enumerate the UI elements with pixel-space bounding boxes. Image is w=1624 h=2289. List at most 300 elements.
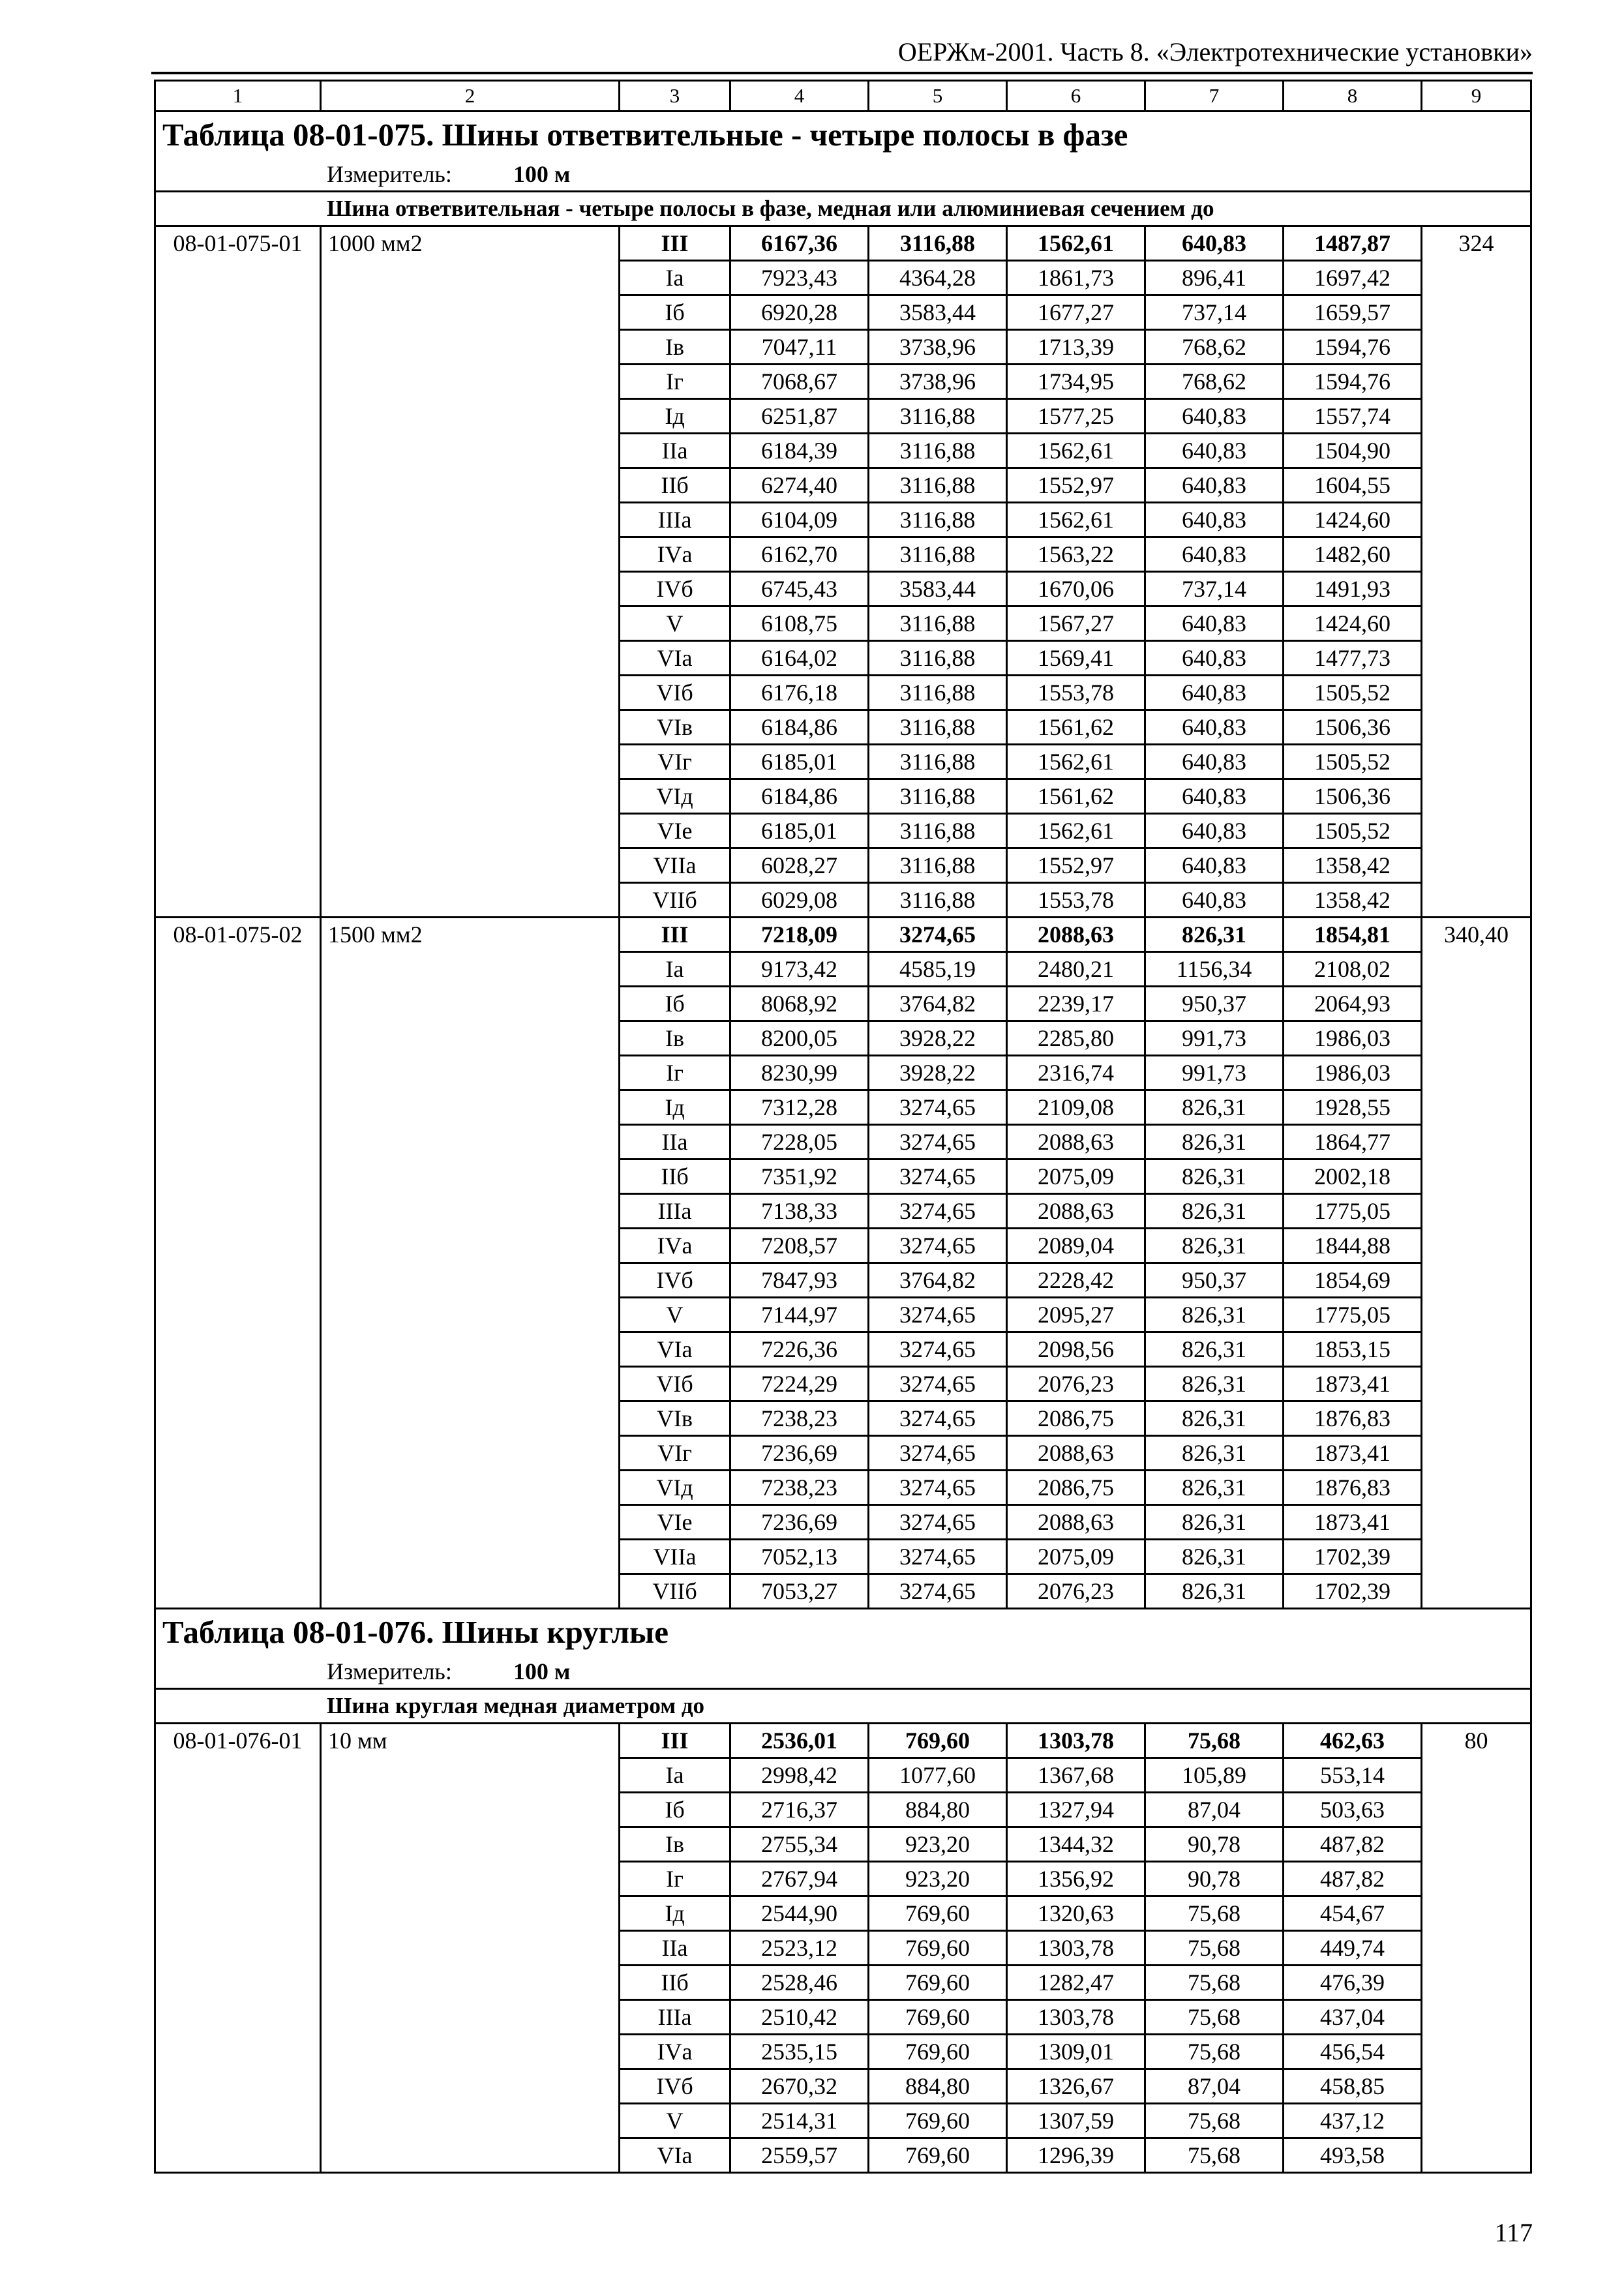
price-value: 4364,28 bbox=[869, 261, 1007, 295]
price-value: 3116,88 bbox=[869, 503, 1007, 537]
price-value: 923,20 bbox=[869, 1827, 1007, 1862]
price-value: 1928,55 bbox=[1284, 1090, 1422, 1125]
meter-row bbox=[155, 1655, 1531, 1689]
price-value: 6176,18 bbox=[730, 676, 869, 710]
price-value: 437,12 bbox=[1284, 2104, 1422, 2138]
price-value: 826,31 bbox=[1145, 1159, 1284, 1194]
price-value: 1562,61 bbox=[1007, 434, 1145, 468]
price-value: 1702,39 bbox=[1284, 1574, 1422, 1609]
price-value: 6251,87 bbox=[730, 399, 869, 434]
section-heading: Шина ответвительная - четыре полосы в фазе, медная или алюминиевая сечением до bbox=[155, 192, 1531, 226]
price-value: 640,83 bbox=[1145, 468, 1284, 503]
price-value: 2088,63 bbox=[1007, 1194, 1145, 1229]
price-value: 2228,42 bbox=[1007, 1263, 1145, 1298]
price-value: 737,14 bbox=[1145, 295, 1284, 330]
price-value: 826,31 bbox=[1145, 1401, 1284, 1436]
zone-code: VIа bbox=[620, 2138, 730, 2173]
price-value: 75,68 bbox=[1145, 2035, 1284, 2069]
price-value: 3116,88 bbox=[869, 676, 1007, 710]
zone-code: Iв bbox=[620, 1827, 730, 1862]
price-value: 1853,15 bbox=[1284, 1332, 1422, 1367]
price-value: 7238,23 bbox=[730, 1401, 869, 1436]
price-value: 2755,34 bbox=[730, 1827, 869, 1862]
price-value: 1077,60 bbox=[869, 1758, 1007, 1793]
price-value: 1563,22 bbox=[1007, 537, 1145, 572]
price-value: 493,58 bbox=[1284, 2138, 1422, 2173]
price-value: 3274,65 bbox=[869, 1436, 1007, 1471]
price-value: 1562,61 bbox=[1007, 503, 1145, 537]
price-value: 1567,27 bbox=[1007, 606, 1145, 641]
meter-line bbox=[155, 1655, 1531, 1689]
price-value: 1562,61 bbox=[1007, 226, 1145, 261]
price-value: 1569,41 bbox=[1007, 641, 1145, 676]
price-value: 2075,09 bbox=[1007, 1159, 1145, 1194]
price-value: 3116,88 bbox=[869, 848, 1007, 883]
price-value: 1713,39 bbox=[1007, 330, 1145, 365]
zone-code: VIв bbox=[620, 710, 730, 745]
zone-code: Iг bbox=[620, 1056, 730, 1090]
zone-code: Iб bbox=[620, 295, 730, 330]
price-value: 3116,88 bbox=[869, 399, 1007, 434]
column-number: 5 bbox=[869, 81, 1007, 112]
price-value: 3928,22 bbox=[869, 1021, 1007, 1056]
price-value: 1303,78 bbox=[1007, 1931, 1145, 1966]
meter-label: Измеритель: bbox=[327, 1658, 452, 1684]
price-value: 1861,73 bbox=[1007, 261, 1145, 295]
price-value: 2076,23 bbox=[1007, 1367, 1145, 1401]
price-value: 87,04 bbox=[1145, 1793, 1284, 1827]
price-value: 3764,82 bbox=[869, 1263, 1007, 1298]
table-row bbox=[155, 1724, 1531, 1758]
price-value: 7236,69 bbox=[730, 1505, 869, 1540]
zone-code: Iд bbox=[620, 1090, 730, 1125]
column-number-row bbox=[155, 81, 1531, 112]
price-value: 3116,88 bbox=[869, 537, 1007, 572]
price-value: 487,82 bbox=[1284, 1862, 1422, 1896]
price-value: 2716,37 bbox=[730, 1793, 869, 1827]
price-value: 2285,80 bbox=[1007, 1021, 1145, 1056]
section-row bbox=[155, 1689, 1531, 1724]
price-value: 503,63 bbox=[1284, 1793, 1422, 1827]
price-value: 640,83 bbox=[1145, 226, 1284, 261]
price-value: 950,37 bbox=[1145, 1263, 1284, 1298]
price-value: 3928,22 bbox=[869, 1056, 1007, 1090]
zone-code: IVб bbox=[620, 572, 730, 606]
price-value: 2559,57 bbox=[730, 2138, 869, 2173]
price-value: 3583,44 bbox=[869, 572, 1007, 606]
zone-code: IVа bbox=[620, 537, 730, 572]
price-value: 90,78 bbox=[1145, 1827, 1284, 1862]
price-value: 2528,46 bbox=[730, 1966, 869, 2000]
running-head: ОЕРЖм-2001. Часть 8. «Электротехнические установки» bbox=[897, 37, 1533, 67]
price-value: 7351,92 bbox=[730, 1159, 869, 1194]
price-value: 2670,32 bbox=[730, 2069, 869, 2104]
zone-code: Iд bbox=[620, 1896, 730, 1931]
price-value: 3274,65 bbox=[869, 1540, 1007, 1574]
zone-code: IVа bbox=[620, 1229, 730, 1263]
price-value: 1775,05 bbox=[1284, 1298, 1422, 1332]
price-value: 6028,27 bbox=[730, 848, 869, 883]
item-code: 08-01-076-01 bbox=[155, 1724, 321, 2173]
price-value: 2535,15 bbox=[730, 2035, 869, 2069]
zone-code: Iб bbox=[620, 987, 730, 1021]
meter-label: Измеритель: bbox=[327, 161, 452, 187]
price-value: 437,04 bbox=[1284, 2000, 1422, 2035]
price-value: 3274,65 bbox=[869, 918, 1007, 952]
zone-code: VIа bbox=[620, 1332, 730, 1367]
price-value: 7228,05 bbox=[730, 1125, 869, 1159]
price-value: 1553,78 bbox=[1007, 883, 1145, 918]
zone-code: VIб bbox=[620, 1367, 730, 1401]
price-value: 640,83 bbox=[1145, 399, 1284, 434]
price-value: 3116,88 bbox=[869, 710, 1007, 745]
price-value: 826,31 bbox=[1145, 1540, 1284, 1574]
price-value: 1307,59 bbox=[1007, 2104, 1145, 2138]
price-value: 3274,65 bbox=[869, 1574, 1007, 1609]
price-value: 7236,69 bbox=[730, 1436, 869, 1471]
price-value: 1505,52 bbox=[1284, 676, 1422, 710]
price-value: 2088,63 bbox=[1007, 1505, 1145, 1540]
section-heading: Шина круглая медная диаметром до bbox=[155, 1689, 1531, 1724]
column-number: 8 bbox=[1284, 81, 1422, 112]
price-value: 640,83 bbox=[1145, 848, 1284, 883]
price-value: 826,31 bbox=[1145, 1367, 1284, 1401]
price-value: 1697,42 bbox=[1284, 261, 1422, 295]
price-value: 2098,56 bbox=[1007, 1332, 1145, 1367]
meter-line bbox=[155, 158, 1531, 192]
price-value: 449,74 bbox=[1284, 1931, 1422, 1966]
price-value: 6162,70 bbox=[730, 537, 869, 572]
price-value: 769,60 bbox=[869, 1896, 1007, 1931]
price-value: 3274,65 bbox=[869, 1194, 1007, 1229]
price-value: 1552,97 bbox=[1007, 848, 1145, 883]
price-value: 640,83 bbox=[1145, 710, 1284, 745]
zone-code: Iв bbox=[620, 330, 730, 365]
zone-code: VIIа bbox=[620, 848, 730, 883]
price-value: 640,83 bbox=[1145, 779, 1284, 814]
zone-code: Iв bbox=[620, 1021, 730, 1056]
zone-code: IIа bbox=[620, 1125, 730, 1159]
price-value: 1282,47 bbox=[1007, 1966, 1145, 2000]
zone-code: Iа bbox=[620, 952, 730, 987]
price-value: 75,68 bbox=[1145, 1966, 1284, 2000]
column-number: 9 bbox=[1422, 81, 1531, 112]
price-value: 3116,88 bbox=[869, 468, 1007, 503]
price-value: 1506,36 bbox=[1284, 710, 1422, 745]
zone-code: VIIб bbox=[620, 1574, 730, 1609]
price-value: 3116,88 bbox=[869, 814, 1007, 848]
zone-code: IIб bbox=[620, 468, 730, 503]
price-value: 769,60 bbox=[869, 1931, 1007, 1966]
price-value: 1604,55 bbox=[1284, 468, 1422, 503]
item-name: 1000 мм2 bbox=[321, 226, 620, 918]
price-value: 4585,19 bbox=[869, 952, 1007, 987]
meter-row bbox=[155, 158, 1531, 192]
price-value: 6108,75 bbox=[730, 606, 869, 641]
price-value: 7238,23 bbox=[730, 1471, 869, 1505]
price-value: 1864,77 bbox=[1284, 1125, 1422, 1159]
header-rule bbox=[151, 72, 1533, 74]
price-value: 454,67 bbox=[1284, 1896, 1422, 1931]
zone-code: VIд bbox=[620, 1471, 730, 1505]
zone-code: Iа bbox=[620, 1758, 730, 1793]
price-value: 769,60 bbox=[869, 2035, 1007, 2069]
price-value: 1854,81 bbox=[1284, 918, 1422, 952]
price-value: 769,60 bbox=[869, 2138, 1007, 2173]
zone-code: VIб bbox=[620, 676, 730, 710]
price-value: 826,31 bbox=[1145, 1298, 1284, 1332]
price-value: 3274,65 bbox=[869, 1332, 1007, 1367]
price-value: 826,31 bbox=[1145, 1505, 1284, 1540]
price-value: 826,31 bbox=[1145, 1229, 1284, 1263]
price-value: 7847,93 bbox=[730, 1263, 869, 1298]
table-title-row bbox=[155, 112, 1531, 158]
price-value: 456,54 bbox=[1284, 2035, 1422, 2069]
price-value: 1561,62 bbox=[1007, 710, 1145, 745]
price-value: 6029,08 bbox=[730, 883, 869, 918]
price-value: 640,83 bbox=[1145, 434, 1284, 468]
price-value: 2088,63 bbox=[1007, 918, 1145, 952]
price-value: 1424,60 bbox=[1284, 503, 1422, 537]
price-value: 826,31 bbox=[1145, 1471, 1284, 1505]
column-number: 2 bbox=[321, 81, 620, 112]
price-value: 1670,06 bbox=[1007, 572, 1145, 606]
price-value: 7138,33 bbox=[730, 1194, 869, 1229]
price-value: 826,31 bbox=[1145, 1436, 1284, 1471]
price-value: 2523,12 bbox=[730, 1931, 869, 1966]
price-value: 640,83 bbox=[1145, 503, 1284, 537]
price-value: 1775,05 bbox=[1284, 1194, 1422, 1229]
price-value: 826,31 bbox=[1145, 918, 1284, 952]
price-value: 1487,87 bbox=[1284, 226, 1422, 261]
price-value: 3738,96 bbox=[869, 330, 1007, 365]
price-value: 1326,67 bbox=[1007, 2069, 1145, 2104]
price-value: 6104,09 bbox=[730, 503, 869, 537]
price-value: 768,62 bbox=[1145, 365, 1284, 399]
price-value: 923,20 bbox=[869, 1862, 1007, 1896]
price-value: 75,68 bbox=[1145, 1896, 1284, 1931]
price-value: 1309,01 bbox=[1007, 2035, 1145, 2069]
price-value: 640,83 bbox=[1145, 745, 1284, 779]
price-value: 6745,43 bbox=[730, 572, 869, 606]
price-value: 3274,65 bbox=[869, 1090, 1007, 1125]
price-value: 826,31 bbox=[1145, 1332, 1284, 1367]
price-value: 2536,01 bbox=[730, 1724, 869, 1758]
price-value: 2544,90 bbox=[730, 1896, 869, 1931]
zone-code: IIа bbox=[620, 1931, 730, 1966]
price-value: 1594,76 bbox=[1284, 365, 1422, 399]
price-value: 884,80 bbox=[869, 2069, 1007, 2104]
price-value: 1702,39 bbox=[1284, 1540, 1422, 1574]
item-code: 08-01-075-02 bbox=[155, 918, 321, 1609]
zone-code: VIа bbox=[620, 641, 730, 676]
price-value: 75,68 bbox=[1145, 2000, 1284, 2035]
price-value: 1873,41 bbox=[1284, 1505, 1422, 1540]
price-value: 640,83 bbox=[1145, 676, 1284, 710]
price-value: 3274,65 bbox=[869, 1229, 1007, 1263]
price-value: 3274,65 bbox=[869, 1125, 1007, 1159]
price-value: 950,37 bbox=[1145, 987, 1284, 1021]
zone-code: IIб bbox=[620, 1159, 730, 1194]
zone-code: V bbox=[620, 2104, 730, 2138]
price-value: 1156,34 bbox=[1145, 952, 1284, 987]
zone-code: VIе bbox=[620, 1505, 730, 1540]
price-value: 3583,44 bbox=[869, 295, 1007, 330]
price-value: 1876,83 bbox=[1284, 1401, 1422, 1436]
price-value: 2088,63 bbox=[1007, 1436, 1145, 1471]
zone-code: III bbox=[620, 1724, 730, 1758]
price-value: 2108,02 bbox=[1284, 952, 1422, 987]
price-value: 3116,88 bbox=[869, 883, 1007, 918]
price-value: 6274,40 bbox=[730, 468, 869, 503]
zone-code: V bbox=[620, 1298, 730, 1332]
price-value: 1553,78 bbox=[1007, 676, 1145, 710]
price-value: 2064,93 bbox=[1284, 987, 1422, 1021]
price-value: 640,83 bbox=[1145, 606, 1284, 641]
price-value: 7053,27 bbox=[730, 1574, 869, 1609]
price-value: 6185,01 bbox=[730, 745, 869, 779]
price-value: 2316,74 bbox=[1007, 1056, 1145, 1090]
zone-code: Iг bbox=[620, 365, 730, 399]
zone-code: IIIа bbox=[620, 2000, 730, 2035]
price-value: 640,83 bbox=[1145, 883, 1284, 918]
price-value: 896,41 bbox=[1145, 261, 1284, 295]
zone-code: IIб bbox=[620, 1966, 730, 2000]
price-value: 2998,42 bbox=[730, 1758, 869, 1793]
price-value: 3116,88 bbox=[869, 434, 1007, 468]
price-value: 75,68 bbox=[1145, 1931, 1284, 1966]
column-number: 6 bbox=[1007, 81, 1145, 112]
price-value: 7226,36 bbox=[730, 1332, 869, 1367]
price-value: 1557,74 bbox=[1284, 399, 1422, 434]
price-value: 8068,92 bbox=[730, 987, 869, 1021]
price-value: 462,63 bbox=[1284, 1724, 1422, 1758]
zone-code: VIIа bbox=[620, 1540, 730, 1574]
price-value: 1986,03 bbox=[1284, 1056, 1422, 1090]
price-value: 553,14 bbox=[1284, 1758, 1422, 1793]
price-value: 7144,97 bbox=[730, 1298, 869, 1332]
price-value: 2089,04 bbox=[1007, 1229, 1145, 1263]
price-value: 9173,42 bbox=[730, 952, 869, 987]
price-value: 991,73 bbox=[1145, 1056, 1284, 1090]
price-value: 1491,93 bbox=[1284, 572, 1422, 606]
section-row bbox=[155, 192, 1531, 226]
price-value: 2076,23 bbox=[1007, 1574, 1145, 1609]
price-value: 2002,18 bbox=[1284, 1159, 1422, 1194]
price-value: 1873,41 bbox=[1284, 1436, 1422, 1471]
price-value: 3116,88 bbox=[869, 606, 1007, 641]
price-value: 1562,61 bbox=[1007, 745, 1145, 779]
column-9-value: 340,40 bbox=[1422, 918, 1531, 1609]
zone-code: VIд bbox=[620, 779, 730, 814]
price-value: 1876,83 bbox=[1284, 1471, 1422, 1505]
price-value: 3274,65 bbox=[869, 1401, 1007, 1436]
price-value: 1561,62 bbox=[1007, 779, 1145, 814]
price-value: 7224,29 bbox=[730, 1367, 869, 1401]
price-value: 991,73 bbox=[1145, 1021, 1284, 1056]
price-value: 1344,32 bbox=[1007, 1827, 1145, 1862]
price-value: 3116,88 bbox=[869, 226, 1007, 261]
price-value: 1854,69 bbox=[1284, 1263, 1422, 1298]
price-value: 7312,28 bbox=[730, 1090, 869, 1125]
price-value: 1504,90 bbox=[1284, 434, 1422, 468]
column-9-value: 80 bbox=[1422, 1724, 1531, 2173]
price-value: 737,14 bbox=[1145, 572, 1284, 606]
column-number: 1 bbox=[155, 81, 321, 112]
item-name: 1500 мм2 bbox=[321, 918, 620, 1609]
price-value: 6185,01 bbox=[730, 814, 869, 848]
zone-code: VIе bbox=[620, 814, 730, 848]
price-value: 1505,52 bbox=[1284, 745, 1422, 779]
zone-code: V bbox=[620, 606, 730, 641]
price-value: 3274,65 bbox=[869, 1505, 1007, 1540]
price-value: 75,68 bbox=[1145, 2138, 1284, 2173]
price-value: 769,60 bbox=[869, 1724, 1007, 1758]
column-number: 7 bbox=[1145, 81, 1284, 112]
price-value: 3274,65 bbox=[869, 1471, 1007, 1505]
column-number: 3 bbox=[620, 81, 730, 112]
zone-code: IVа bbox=[620, 2035, 730, 2069]
price-value: 1562,61 bbox=[1007, 814, 1145, 848]
price-value: 826,31 bbox=[1145, 1125, 1284, 1159]
zone-code: IIIа bbox=[620, 1194, 730, 1229]
price-value: 2086,75 bbox=[1007, 1401, 1145, 1436]
price-value: 3116,88 bbox=[869, 641, 1007, 676]
table-title: Таблица 08-01-075. Шины ответвительные - четыре полосы в фазе bbox=[155, 112, 1531, 158]
price-value: 90,78 bbox=[1145, 1862, 1284, 1896]
price-value: 1358,42 bbox=[1284, 883, 1422, 918]
price-value: 3274,65 bbox=[869, 1159, 1007, 1194]
meter-value: 100 м bbox=[513, 161, 571, 187]
price-value: 1844,88 bbox=[1284, 1229, 1422, 1263]
price-value: 1320,63 bbox=[1007, 1896, 1145, 1931]
price-value: 7047,11 bbox=[730, 330, 869, 365]
price-value: 476,39 bbox=[1284, 1966, 1422, 2000]
price-value: 1303,78 bbox=[1007, 2000, 1145, 2035]
price-value: 1327,94 bbox=[1007, 1793, 1145, 1827]
price-value: 1482,60 bbox=[1284, 537, 1422, 572]
zone-code: IIIа bbox=[620, 503, 730, 537]
price-value: 1677,27 bbox=[1007, 295, 1145, 330]
price-value: 87,04 bbox=[1145, 2069, 1284, 2104]
price-value: 75,68 bbox=[1145, 2104, 1284, 2138]
price-value: 3116,88 bbox=[869, 745, 1007, 779]
price-value: 2086,75 bbox=[1007, 1471, 1145, 1505]
price-value: 7052,13 bbox=[730, 1540, 869, 1574]
price-value: 1505,52 bbox=[1284, 814, 1422, 848]
price-value: 1734,95 bbox=[1007, 365, 1145, 399]
price-value: 1594,76 bbox=[1284, 330, 1422, 365]
price-value: 3274,65 bbox=[869, 1367, 1007, 1401]
price-value: 6167,36 bbox=[730, 226, 869, 261]
price-value: 458,85 bbox=[1284, 2069, 1422, 2104]
zone-code: III bbox=[620, 226, 730, 261]
zone-code: VIг bbox=[620, 1436, 730, 1471]
price-value: 769,60 bbox=[869, 2000, 1007, 2035]
price-value: 1367,68 bbox=[1007, 1758, 1145, 1793]
zone-code: Iд bbox=[620, 399, 730, 434]
zone-code: IVб bbox=[620, 2069, 730, 2104]
price-value: 1296,39 bbox=[1007, 2138, 1145, 2173]
price-value: 769,60 bbox=[869, 1966, 1007, 2000]
column-9-value: 324 bbox=[1422, 226, 1531, 918]
price-value: 2767,94 bbox=[730, 1862, 869, 1896]
zone-code: VIг bbox=[620, 745, 730, 779]
price-value: 6164,02 bbox=[730, 641, 869, 676]
price-value: 640,83 bbox=[1145, 537, 1284, 572]
price-value: 640,83 bbox=[1145, 814, 1284, 848]
price-value: 1356,92 bbox=[1007, 1862, 1145, 1896]
